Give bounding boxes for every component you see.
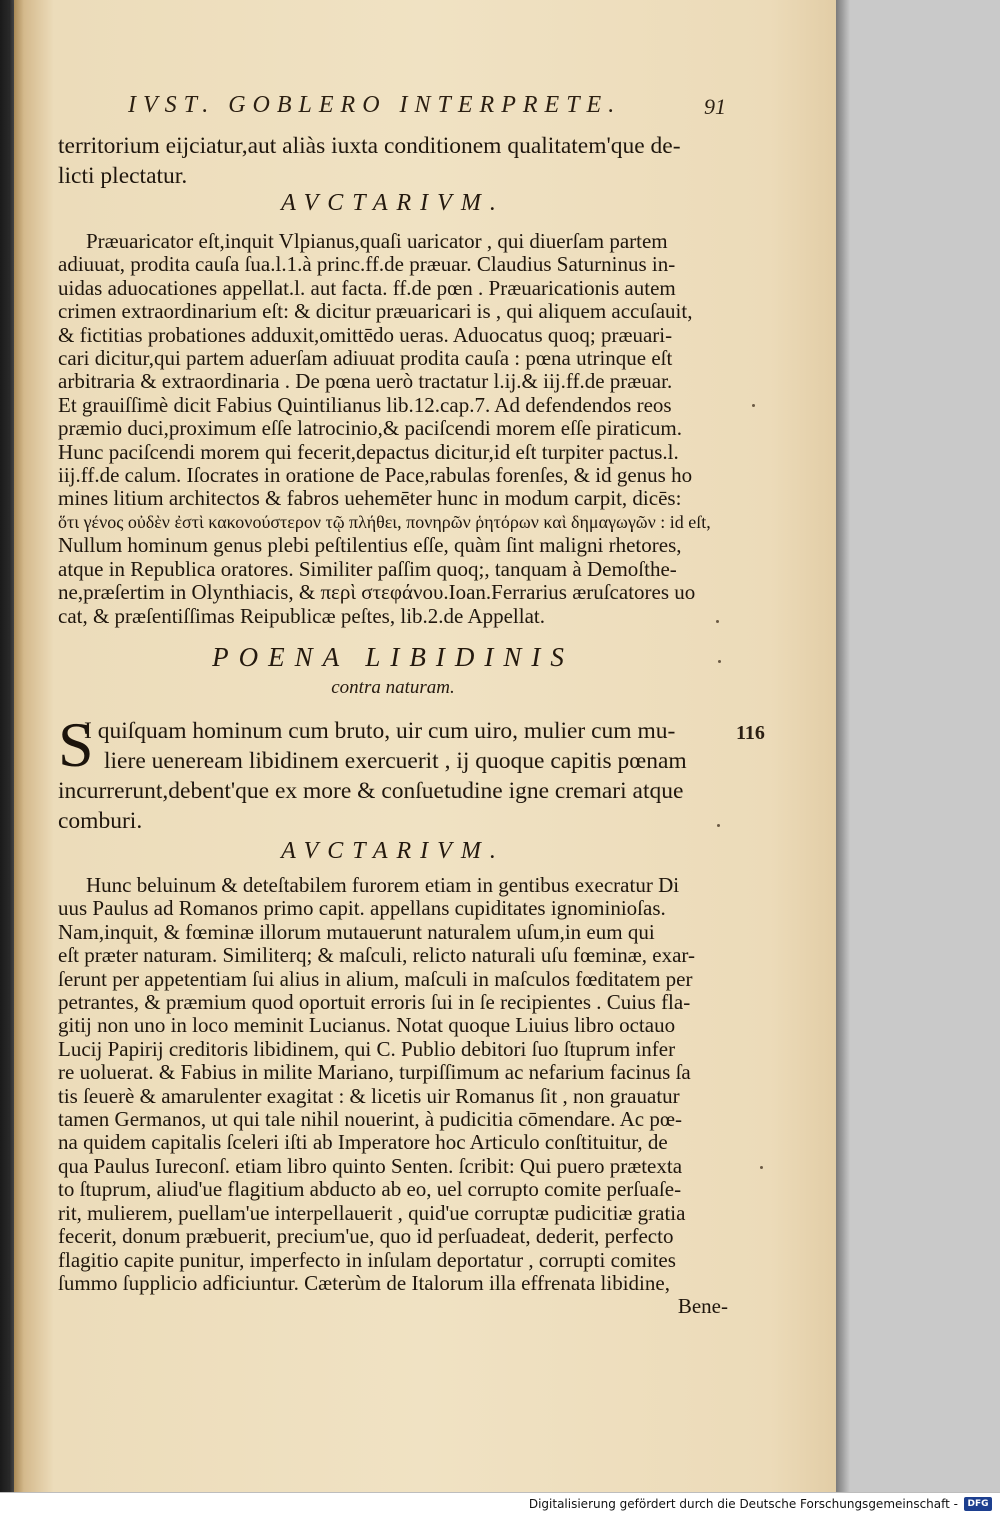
text-line: & fictitias probationes adduxit,omittēdo ueras. Aduocatus quoq; præuari-	[58, 322, 673, 347]
text-line: cari dicitur,qui partem aduerſam adiuuat prodita cauſa : pœna utrinque eſt	[58, 346, 673, 371]
text-line: Præuaricator eſt,inquit Vlpianus,quaſi uaricator , qui diuerſam partem	[86, 229, 668, 253]
greek-quotation-line: ὅτι γένος οὐδὲν ἐστὶ κακονούστερον τῷ πλήθει, πονηρῶν ῥητόρων καὶ δημαγωγῶν : id eſt,	[58, 511, 711, 532]
text-line: rit, mulierem, puellam'ue interpellauerit , quid'ue corruptæ pudicitiæ gratia	[58, 1200, 686, 1225]
text-line: præmio duci,proximum eſſe latrocinio,& paciſcendi morem eſſe piraticum.	[58, 416, 682, 441]
text-line: eſt præter naturam. Similiterq; & maſculi, relicto naturali uſu fœminæ, exar-	[58, 943, 695, 968]
text-line: to ſtuprum, aliud'ue flagitium abducto ab eo, uel corrupto comite perſuaſe-	[58, 1177, 682, 1202]
text-line: licti plectatur.	[58, 163, 188, 189]
text-line: iij.ff.de calum. Iſocrates in oratione de Pace,rabulas forenſes, & id genus ho	[58, 463, 693, 488]
text-line: atque in Republica oratores. Similiter paſſim quoq;, tanquam à Demoſthe-	[58, 556, 677, 581]
text-line: Et grauiſſimè dicit Fabius Quintilianus lib.12.cap.7. Ad defendendos reos	[58, 392, 672, 417]
text-line: qua Paulus Iureconſ. etiam libro quinto Senten. ſcribit: Qui puero prætexta	[58, 1153, 683, 1178]
text-line: liere ueneream libidinem exercuerit , ij quoque capitis pœnam	[104, 748, 687, 774]
section-heading: AVCTARIVM.	[281, 838, 505, 864]
text-line: re uoluerat. & Fabius in milite Mariano, turpiſſimum ac nefarium facinus ſa	[58, 1060, 691, 1085]
section-title-block	[58, 642, 728, 699]
text-line: mines litium architectos & fabros uehemēter hunc in modum carpit, dicēs:	[58, 486, 682, 511]
text-line: I quiſquam hominum cum bruto, uir cum uiro, mulier cum mu-	[84, 718, 676, 744]
text-line: uidas aduocationes appellat.l. aut facta. ff.de pœn . Præuaricationis autem	[58, 275, 676, 300]
text-line: na quidem capitalis ſceleri iſti ab Imperatore hoc Articulo conſtituitur, de	[58, 1130, 668, 1155]
page-number: 91	[704, 94, 726, 119]
text-line: Lucij Papirij creditoris libidinem, qui C. Publio debitori ſuo ſtuprum infer	[58, 1036, 676, 1061]
margin-dot	[760, 1166, 763, 1169]
margin-dot	[718, 660, 721, 663]
text-line: ne,præſertim in Olynthiacis, & περὶ στεφάνου.Ioan.Ferrarius æruſcatores uo	[58, 580, 696, 605]
text-line: incurrerunt,debent'que ex more & conſuetudine igne cremari atque	[58, 778, 684, 804]
margin-dot	[752, 404, 755, 407]
text-line: Nam,inquit, & fœminæ illorum mutauerunt naturalem uſum,in eum qui	[58, 919, 655, 944]
margin-number: 116	[736, 722, 765, 744]
text-line: comburi.	[58, 808, 143, 834]
text-line: tis ſeuerè & amarulenter exagitat : & licetis uir Romanus ſit , non grauatur	[58, 1083, 680, 1108]
auctarium-heading-1	[58, 190, 728, 217]
auctarium-1-paragraph	[58, 230, 728, 628]
footer-bar	[0, 1492, 1000, 1516]
text-line: Hunc paciſcendi morem qui fecerit,depactus dicitur,id eſt turpiter pactus.l.	[58, 439, 679, 464]
text-line: ſerunt per appetentiam ſui alius in alium, maſculi in maſculos fœditatem per	[58, 966, 693, 991]
text-line: gitij non uno in loco meminit Lucianus. Notat quoque Liuius libro octauo	[58, 1013, 676, 1038]
dfg-logo: DFG	[964, 1497, 992, 1511]
catchword: Bene-	[677, 1294, 728, 1319]
section-title: POENA LIBIDINIS	[212, 642, 574, 672]
text-line: ſummo ſupplicio adficiuntur. Cæterùm de Italorum illa effrenata libidine,	[58, 1270, 670, 1295]
drop-capital: S	[58, 709, 94, 780]
intro-paragraph	[58, 131, 728, 191]
text-line: arbitraria & extraordinaria . De pœna uerò tractatur l.ij.& iij.ff.de præuar.	[58, 369, 673, 394]
text-line: cat, & præſentiſſimas Reipublicæ peſtes, lib.2.de Appellat.	[58, 603, 545, 628]
footer-credit: Digitalisierung gefördert durch die Deutsche Forschungsgemeinschaft -	[528, 1497, 958, 1511]
margin-dot	[716, 620, 719, 623]
text-line: petrantes, & præmium quod oportuit erroris ſui in ſe recipientes . Cuius fla-	[58, 990, 691, 1015]
running-head: IVST. GOBLERO INTERPRETE.	[128, 92, 622, 118]
main-article	[58, 709, 728, 846]
text-line: fecerit, donum præbuerit, precium'ue, quo id perſuadeat, dederit, perfecto	[58, 1224, 674, 1249]
text-line: territorium eijciatur,aut aliàs iuxta conditionem qualitatem'que de-	[58, 133, 681, 159]
section-subtitle: contra naturam.	[331, 677, 455, 698]
text-line: adiuuat, prodita cauſa ſua.l.1.à princ.ff.de præuar. Claudius Saturninus in-	[58, 252, 676, 277]
auctarium-heading-2	[58, 838, 728, 865]
page-shadow	[836, 0, 850, 1492]
section-heading: AVCTARIVM.	[281, 190, 505, 216]
text-line: crimen extraordinarium eſt: & dicitur præuaricari is , qui aliquem accuſauit,	[58, 299, 693, 324]
text-line: flagitio capite punitur, imperfecto in inſulam deportatur , corrupti comites	[58, 1247, 676, 1272]
text-line: Nullum hominum genus plebi peſtilentius eſſe, quàm ſint maligni rhetores,	[58, 533, 682, 558]
text-line: uus Paulus ad Romanos primo capit. appellans cupiditates ignominioſas.	[58, 896, 666, 921]
text-line: Hunc beluinum & deteſtabilem furorem etiam in gentibus execratur Di	[86, 873, 680, 897]
text-line: tamen Germanos, ut qui tale nihil nouerint, à pudicitia cōmendare. Ac pœ-	[58, 1107, 682, 1132]
book-gutter-edge	[0, 0, 14, 1492]
auctarium-2-paragraph	[58, 874, 728, 1319]
margin-dot	[717, 824, 720, 827]
